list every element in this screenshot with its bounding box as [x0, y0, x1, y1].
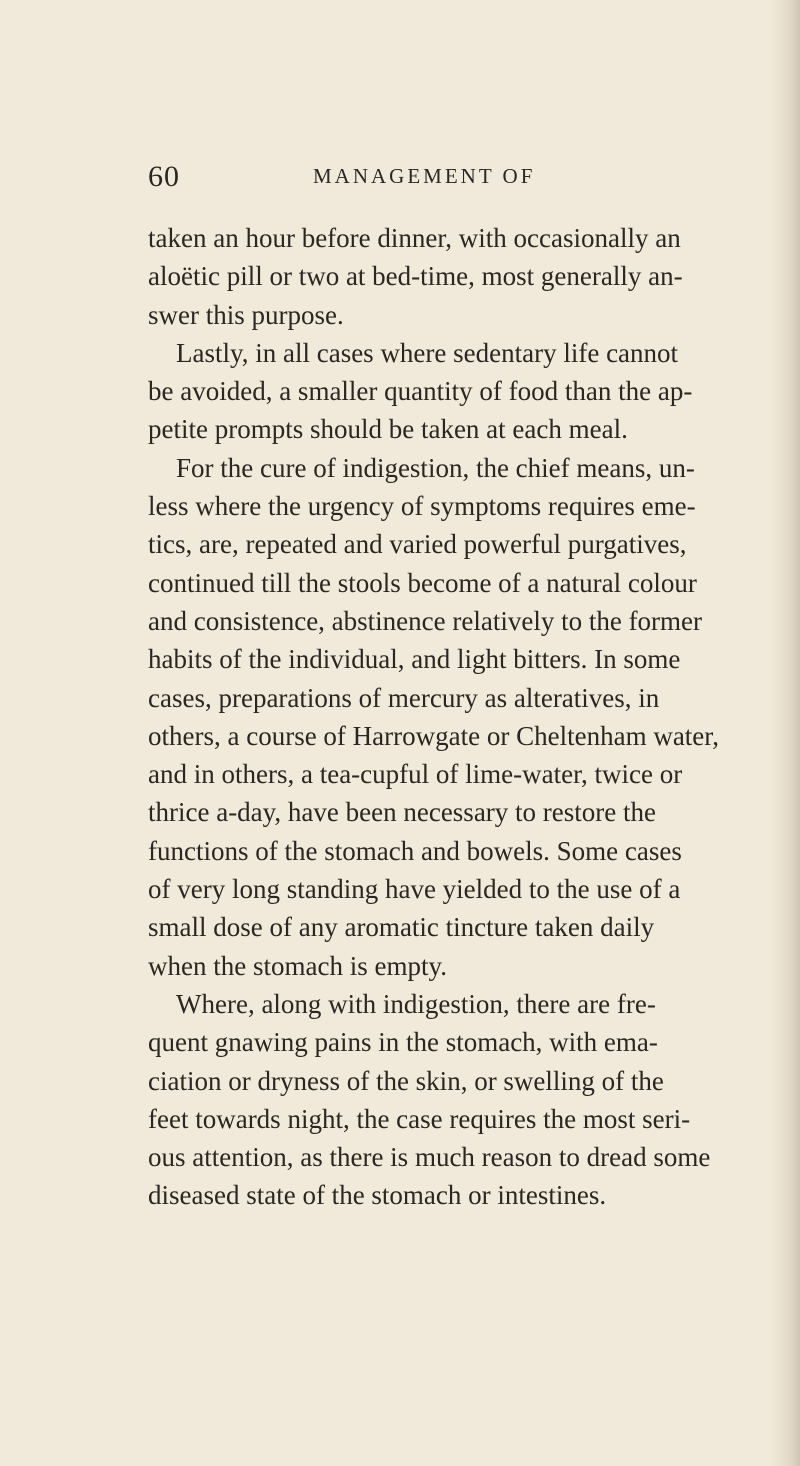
text-line: Lastly, in all cases where sedentary life cannot [176, 337, 679, 368]
page-header [148, 160, 628, 200]
text-line: and in others, a tea-cupful of lime-water, twice or [148, 759, 683, 790]
text-line: ous attention, as there is much reason to dread some [148, 1142, 711, 1173]
text-line: ciation or dryness of the skin, or swelling of the [148, 1065, 664, 1096]
text-line: For the cure of indigestion, the chief means, un- [176, 452, 695, 483]
paragraph-2 [148, 334, 693, 449]
text-line: continued till the stools become of a natural colour [148, 567, 697, 598]
text-line: swer this purpose. [148, 299, 344, 330]
text-line: petite prompts should be taken at each meal. [148, 414, 628, 445]
text-line: small dose of any aromatic tincture taken daily [148, 912, 655, 943]
text-line: habits of the individual, and light bitters. In some [148, 644, 681, 675]
text-line: taken an hour before dinner, with occasionally an [148, 223, 681, 253]
text-line: be avoided, a smaller quantity of food than the ap- [148, 376, 693, 407]
text-line: when the stomach is empty. [148, 950, 447, 981]
text-line: cases, preparations of mercury as alteratives, in [148, 682, 660, 713]
paragraph-4 [148, 985, 711, 1215]
text-line: thrice a-day, have been necessary to restore the [148, 797, 656, 828]
text-line: and consistence, abstinence relatively to the former [148, 605, 703, 636]
text-line: functions of the stomach and bowels. Some cases [148, 835, 682, 866]
page-number: 60 [148, 160, 180, 193]
text-line: aloëtic pill or two at bed-time, most generally an- [148, 261, 683, 292]
text-line: quent gnawing pains in the stomach, with ema- [148, 1027, 658, 1058]
text-line: less where the urgency of symptoms requires eme- [148, 491, 696, 522]
paragraph-1 [148, 219, 683, 334]
text-line: of very long standing have yielded to the use of a [148, 874, 681, 905]
running-head: MANAGEMENT OF [313, 164, 536, 188]
text-line: Where, along with indigestion, there are fre- [176, 988, 656, 1019]
paragraph-3 [148, 449, 719, 985]
text-line: others, a course of Harrowgate or Cheltenham water, [148, 720, 719, 751]
text-line: diseased state of the stomach or intestines. [148, 1180, 607, 1211]
text-line: tics, are, repeated and varied powerful purgatives, [148, 529, 687, 560]
text-line: feet towards night, the case requires the most seri- [148, 1103, 691, 1134]
body-text [148, 219, 719, 1215]
